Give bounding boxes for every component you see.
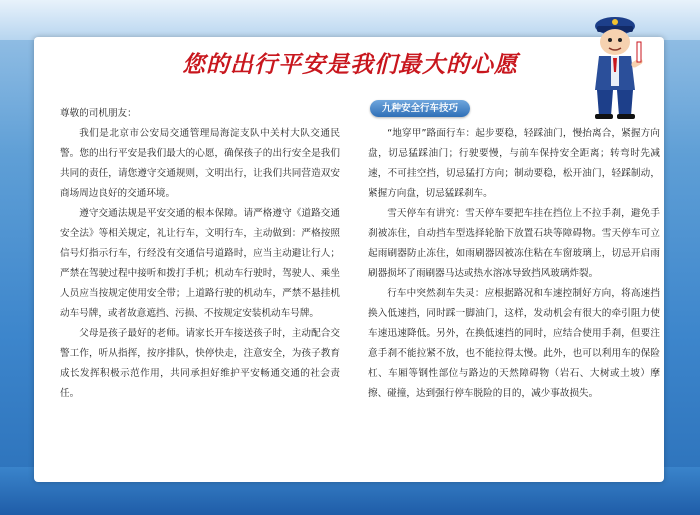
- traffic-police-mascot-icon: [585, 12, 651, 120]
- letter-column: [60, 104, 340, 404]
- tip-paragraph: 雪天停车有讲究：雪天停车要把车挂在挡位上不拉手刹，避免手刹被冻住，自动挡车型选择轮胎下放置石块等障碍物。雪天停车可立起雨刷器防止冻住，如雨刷器因被冻住粘在车窗玻璃上，切忌开启雨刷器损坏了雨刷器马达或热水溶冰导致挡风玻璃炸裂。: [368, 208, 660, 279]
- section-title-badge: 九种安全行车技巧: [370, 100, 470, 117]
- tip-paragraph: “地穿甲”路面行车：起步要稳，轻踩油门，慢抬离合，紧握方向盘，切忌猛踩油门；行驶要慢，与前车保持安全距离；转弯时先减速，不可挂空挡，切忌猛打方向；制动要稳，松开油门，轻踩制动，紧握方向盘，切忌猛踩刹车。: [368, 128, 660, 199]
- letter-paragraph: 我们是北京市公安局交通管理局海淀支队中关村大队交通民警。您的出行平安是我们最大的心愿，确保孩子的出行安全是我们共同的责任，请您遵守交通规则，文明出行，让我们共同营造双安商场周边良好的交通环境。: [60, 128, 340, 199]
- salutation: 尊敬的司机朋友：: [60, 108, 137, 119]
- tips-column: [368, 124, 660, 404]
- page-title: 您的出行平安是我们最大的心愿: [182, 51, 518, 78]
- letter-paragraph: 遵守交通法规是平安交通的根本保障。请严格遵守《道路交通安全法》等相关规定，礼让行车，文明行车，主动做到：严格按照信号灯指示行车，行经没有交通信号道路时，应当主动避让行人；严禁在驾驶过程中接听和拨打手机；机动车行驶时，驾驶人、乘坐人员应当按规定使用安全带；上道路行驶的机动车，严禁不悬挂机动车号牌，或者故意遮挡、污损、不按规定安装机动车号牌。: [60, 208, 340, 319]
- tip-paragraph: 行车中突然刹车失灵：应根据路况和车速控制好方向，将高速挡换入低速挡，同时踩一脚油门，这样，发动机会有很大的牵引阻力使车速迅速降低。另外，在换低速挡的同时，应结合使用手刹，但要注意手刹不能拉紧不放，也不能拉得太慢。此外，也可以利用车的保险杠、车厢等钢性部位与路边的天然障碍物（岩石、大树或土坡）摩擦、碰撞，达到强行停车脱险的目的，减少事故损失。: [368, 288, 660, 399]
- letter-paragraph: 父母是孩子最好的老师。请家长开车接送孩子时，主动配合交警工作，听从指挥，按序排队，快停快走，注意安全，为孩子教育成长发挥积极示范作用，共同承担好维护平安畅通交通的社会责任。: [60, 328, 340, 399]
